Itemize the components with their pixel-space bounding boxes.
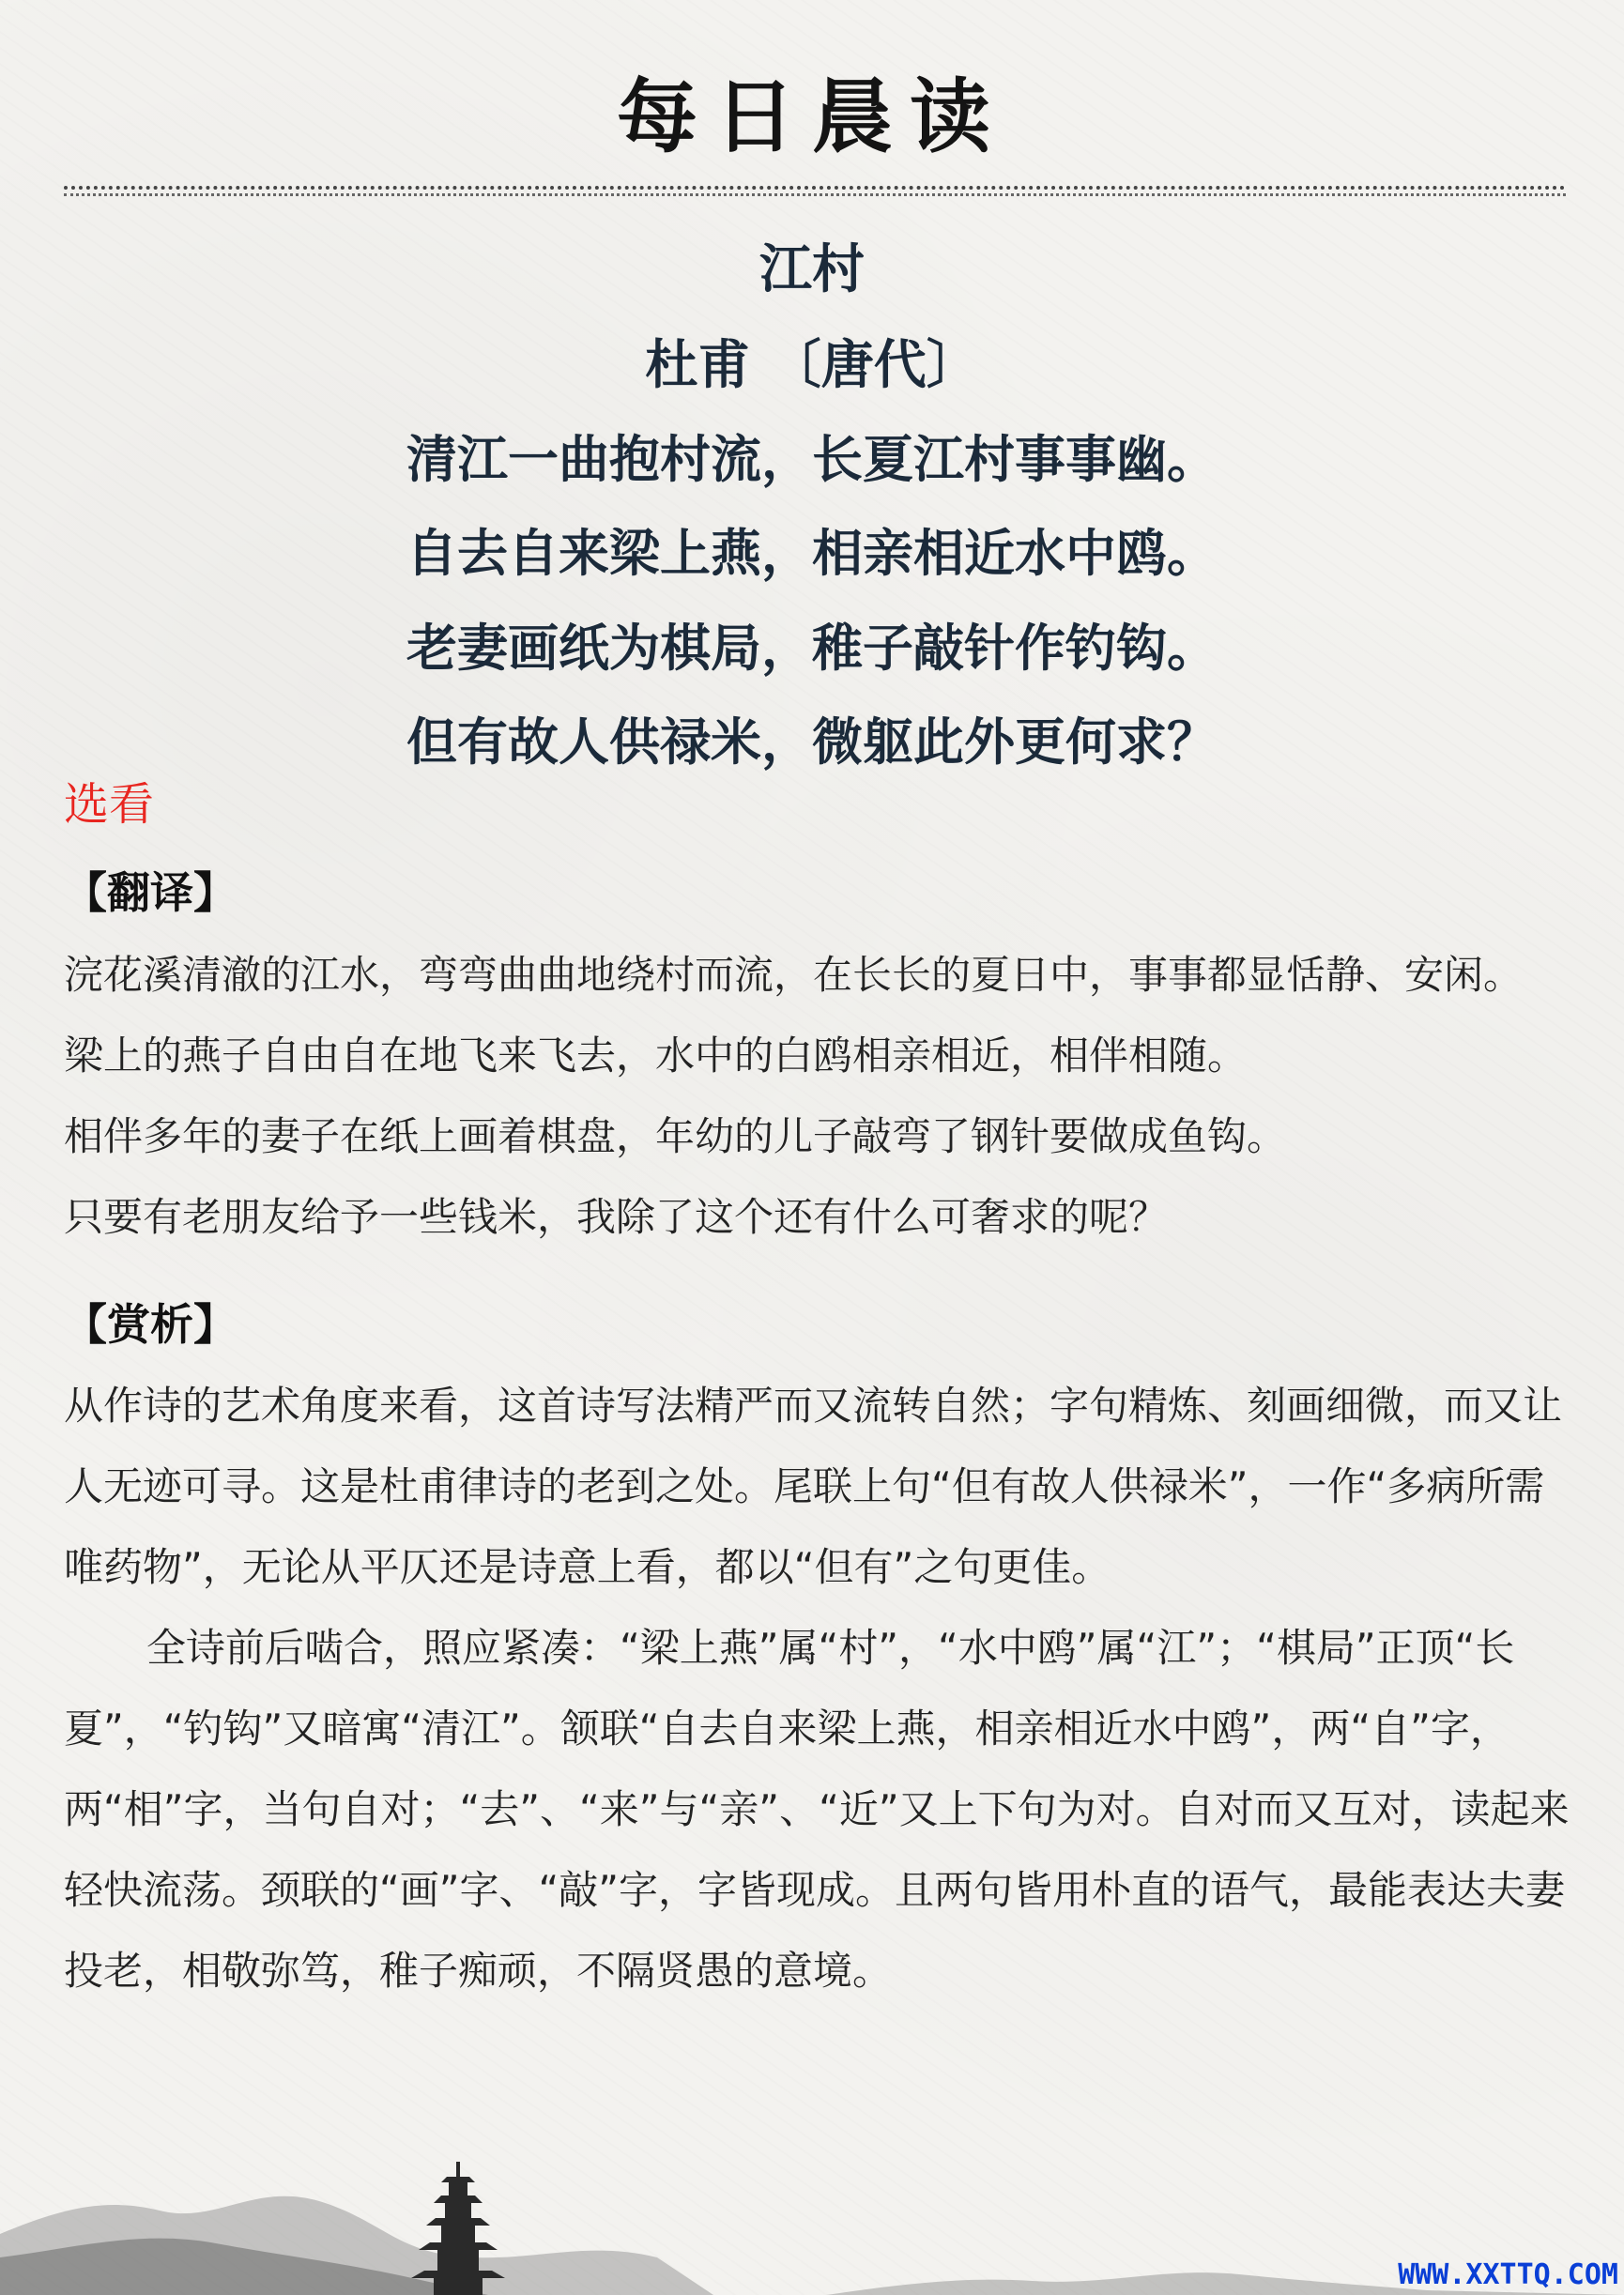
poem-line: 但有故人供禄米，微躯此外更何求？ (406, 712, 1218, 772)
dotted-divider (64, 193, 1566, 196)
analysis-text (64, 1366, 1570, 2012)
translation-paragraph: 相伴多年的妻子在纸上画着棋盘，年幼的儿子敲弯了钢针要做成鱼钩。 (64, 1113, 1287, 1159)
analysis-paragraph: 从作诗的艺术角度来看，这首诗写法精严而又流转自然；字句精炼、刻画细微，而又让人无迹可寻。这是杜甫律诗的老到之处。尾联上句“但有故人供禄米”，一作“多病所需唯药物”，无论从平仄还是诗意上看，都以“但有”之句更佳。 (64, 1383, 1563, 1590)
translation-text (64, 935, 1570, 1258)
watermark: WWW.XXTTQ.COM (1398, 2258, 1618, 2291)
translation-paragraph: 浣花溪清澈的江水，弯弯曲曲地绕村而流，在长长的夏日中，事事都显恬静、安闲。 (64, 952, 1524, 998)
translation-heading: 【翻译】 (64, 867, 237, 918)
poem-line: 清江一曲抱村流，长夏江村事事幽。 (406, 430, 1218, 489)
poem-line: 自去自来梁上燕，相亲相近水中鸥。 (406, 524, 1218, 583)
poem-title: 江村 (759, 239, 865, 300)
translation-paragraph: 梁上的燕子自由自在地飞来飞去，水中的白鸥相亲相近，相伴相随。 (64, 1033, 1248, 1079)
optional-label: 选看 (64, 778, 155, 831)
poem-author: 杜甫 〔唐代〕 (645, 335, 979, 396)
pagoda-landscape-illustration (0, 2145, 1624, 2295)
translation-paragraph: 只要有老朋友给予一些钱米，我除了这个还有什么可奢求的呢？ (64, 1194, 1169, 1240)
page-title: 每日晨读 (617, 70, 1007, 164)
poem-line: 老妻画纸为棋局，稚子敲针作钓钩。 (406, 619, 1218, 678)
dotted-divider (64, 186, 1566, 190)
analysis-heading: 【赏析】 (64, 1299, 237, 1350)
analysis-paragraph: 全诗前后啮合，照应紧凑：“梁上燕”属“村”，“水中鸥”属“江”；“棋局”正顶“长夏”，“钓钩”又暗寓“清江”。颔联“自去自来梁上燕，相亲相近水中鸥”，两“自”字，两“相”字，当句自对；“去”、“来”与“亲”、“近”又上下句为对。自对而又互对，读起来轻快流荡。颈联的“画”字、“敲”字，字皆现成。且两句皆用朴直的语气，最能表达夫妻投老，相敬弥笃，稚子痴顽，不隔贤愚的意境。 (64, 1625, 1570, 1994)
